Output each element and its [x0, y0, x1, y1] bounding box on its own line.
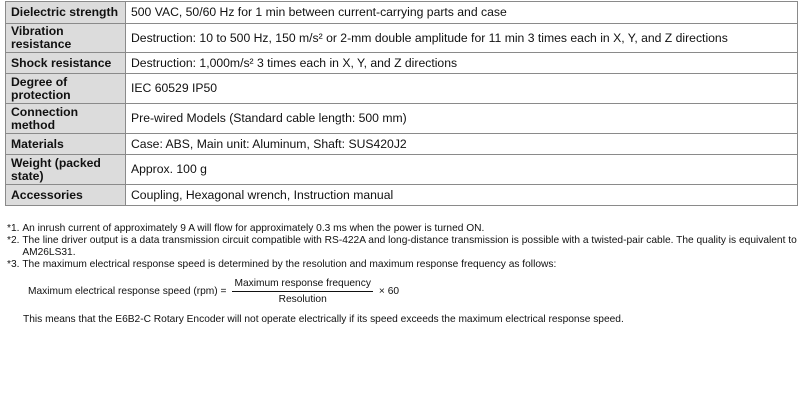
- row-label: Degree of protection: [6, 74, 126, 104]
- row-value: Destruction: 10 to 500 Hz, 150 m/s² or 2-mm double amplitude for 11 min 3 times each in X, Y, and Z directions: [126, 24, 798, 53]
- formula-denominator: Resolution: [278, 294, 327, 305]
- row-label: Connection method: [6, 104, 126, 134]
- row-value: Case: ABS, Main unit: Aluminum, Shaft: SUS420J2: [126, 134, 798, 155]
- formula-lhs: Maximum electrical response speed (rpm) =: [28, 286, 227, 297]
- footnote: [7, 259, 797, 271]
- row-label: Materials: [6, 134, 126, 155]
- footnotes: [7, 223, 797, 271]
- row-label: Dielectric strength: [6, 2, 126, 24]
- row-value: Pre-wired Models (Standard cable length: 500 mm): [126, 104, 798, 134]
- table-row: [6, 2, 798, 24]
- footnote-marker: *2.: [7, 235, 20, 246]
- specifications-table: [5, 1, 798, 206]
- footnote-text: An inrush current of approximately 9 A will flow for approximately 0.3 ms when the power is turned ON.: [22, 223, 485, 234]
- table-row: [6, 24, 798, 53]
- formula-factor: × 60: [378, 286, 400, 297]
- footnote: [7, 235, 797, 259]
- row-value: Destruction: 1,000m/s² 3 times each in X, Y, and Z directions: [126, 53, 798, 74]
- footnote-text: The maximum electrical response speed is determined by the resolution and maximum response frequency as follows:: [22, 259, 557, 270]
- row-label: Vibration resistance: [6, 24, 126, 53]
- table-row: [6, 104, 798, 134]
- table-row: [6, 185, 798, 206]
- row-label: Weight (packed state): [6, 155, 126, 185]
- footnote: [7, 223, 797, 235]
- footnote-marker: *1.: [7, 223, 20, 234]
- response-speed-formula: [28, 278, 399, 305]
- row-value: Approx. 100 g: [126, 155, 798, 185]
- table-row: [6, 74, 798, 104]
- closing-note: This means that the E6B2-C Rotary Encoder will not operate electrically if its speed exceeds the maximum electrical response speed.: [23, 314, 624, 325]
- row-value: IEC 60529 IP50: [126, 74, 798, 104]
- footnote-text: The line driver output is a data transmission circuit compatible with RS-422A and long-distance transmission is possible with a twisted-pair cable. The quality is equivalent to AM26LS31.: [22, 235, 797, 258]
- row-label: Accessories: [6, 185, 126, 206]
- formula-fraction: [232, 278, 372, 305]
- footnote-marker: *3.: [7, 259, 20, 270]
- formula-numerator: Maximum response frequency: [232, 278, 372, 292]
- table-row: [6, 53, 798, 74]
- row-label: Shock resistance: [6, 53, 126, 74]
- row-value: Coupling, Hexagonal wrench, Instruction manual: [126, 185, 798, 206]
- table-row: [6, 155, 798, 185]
- table-row: [6, 134, 798, 155]
- row-value: 500 VAC, 50/60 Hz for 1 min between current-carrying parts and case: [126, 2, 798, 24]
